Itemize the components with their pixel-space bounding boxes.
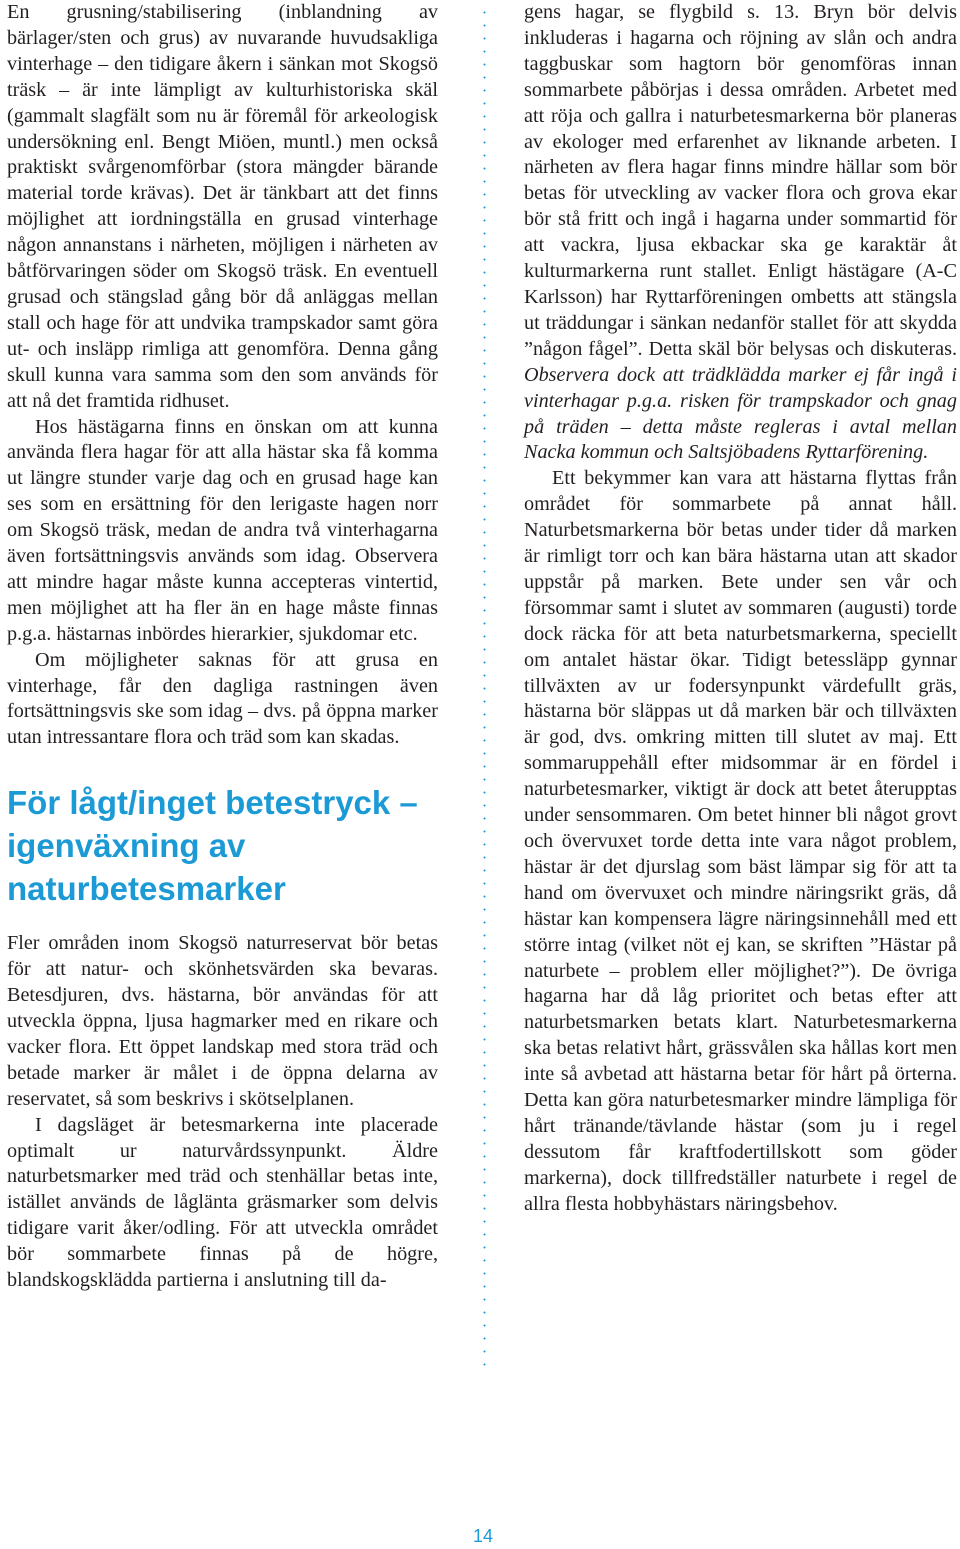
right-paragraph-1-italic: Observera dock att trädklädda marker ej får ingå i vinterhagar p.g.a. risken för trampskador och gnag på träden – detta måste regleras i avtal mellan Nacka kommun och Saltsjöbadens Ryttarförening. [524, 363, 957, 464]
left-paragraph-5: I dagsläget är betesmarkerna inte placerade optimalt ur naturvårdssynpunkt. Äldre naturbetsmarker med träd och stenhällar betas inte, istället används de låglänta gräsmarker som delvis tidigare varit åker/odling. För att utveckla området bör sommarbete finnas på de högre, blandskogsklädda partierna i anslutning till da- [7, 1113, 438, 1292]
right-paragraph-1 [524, 0, 957, 466]
left-paragraph-2: Hos hästägarna finns en önskan om att kunna använda flera hagar för att alla hästar ska få komma ut längre stunder varje dag och en grusad hage kan ses som en ersättning för den lerigaste hagen norr om Skogsö träsk, medan de andra två vinterhagarna även fortsättningsvis används som idag. Observera att mindre hagar måste kunna accepteras vintertid, men möjlighet att ha fler än en hage måste finnas p.g.a. hästarnas inbördes hierarkier, sjukdomar etc. [7, 415, 438, 645]
page-number: 14 [472, 1526, 494, 1546]
right-column [524, 0, 957, 1218]
left-paragraph-4: Fler områden inom Skogsö naturreservat bör betas för att natur- och skönhetsvärden ska bevaras. Betesdjuren, dvs. hästarna, bör användas för att utveckla öppna, ljusa hagmarker med en rikare och vacker flora. Ett öppet landskap med stora träd och betade marker är målet i de öppna delarna av reservatet, så som beskrivs i skötselplanen. [7, 932, 438, 1110]
left-paragraph-3: Om möjligheter saknas för att grusa en vinterhage, får den dagliga rastningen även fortsättningsvis ske som idag – dvs. på öppna marker utan intressantare flora och träd som kan skadas. [7, 648, 438, 749]
column-divider-dotted [483, 6, 486, 1376]
left-paragraph-1: En grusning/stabilisering (inblandning av bärlager/sten och grus) av nuvarande huvudsakliga vinterhage – den tidigare åkern i sänkan mot Skogsö träsk – är inte lämpligt av kulturhistoriska skäl (gammalt slagfält som nu är föremål för arkeologisk undersökning enl. Bengt Miöen, muntl.) men också praktiskt svårgenomförbar (stora mängder bärande material torde krävas). Det är tänkbart att det finns möjlighet att iordningställa en grusad vinterhage någon annanstans i närheten, möjligen i närheten av båtförvaringen söder om Skogsö träsk. En eventuell grusad och stängslad gång bör då anläggas mellan stall och hage för att undvika trampskador samt göra ut- och insläpp rimliga att genomföra. Denna gång skull kunna vara samma som den som används för att nå det framtida ridhuset. [7, 1, 438, 412]
right-paragraph-2: Ett bekymmer kan vara att hästarna flyttas från området för sommarbete på annat håll. Naturbetsmarkerna bör betas under tider då marken är rimligt torr och kan bära hästarna utan att skador uppstår på marken. Bete under sen vår och försommar samt i slutet av sommaren (augusti) torde dock räcka för att beta naturbetsmarkerna, speciellt om antalet hästar ökar. Tidigt betessläpp gynnar tillväxten av ur fodersynpunkt värdefullt gräs, hästarna bör släppas ut då marken bär och tillväxten är god, dvs. omkring mitten till slutet av maj. Ett sommaruppehåll efter midsommar är en fördel i naturbetesmarker, viktigt är dock att betet återupptas under sensommaren. Om betet hinner bli något grovt och övervuxet torde detta inte vara något problem, hästar är det djurslag som bäst lämpar sig för att ta hand om övervuxet och mindre näringsrikt gräs, då hästar kan kompensera lägre näringsinnehåll med ett större intag (vilket nöt ej kan, se skriften ”Hästar på naturbete – problem eller möjlighet?”). De övriga hagarna har då låg prioritet och betas efter att naturbetsmarken betats klart. Naturbetesmarkerna ska betas relativt hårt, grässvålen ska hållas kort men inte så avbetad att hästarna betar för hårt på örterna. Detta kan göra naturbetesmarker mindre lämpliga för hårt tränande/tävlande hästar (som ju i regel dessutom får kraftfodertillskott som göder markerna), dock tillfredställer naturbete i regel de allra flesta hobbyhästars näringsbehov. [524, 467, 957, 1215]
left-column [7, 0, 438, 1294]
section-heading: För lågt/inget betestryck – igenväxning av naturbetesmarker [7, 784, 418, 908]
right-paragraph-1-text: gens hagar, se flygbild s. 13. Bryn bör delvis inkluderas i hagarna och röjning av slån och andra taggbuskar som hagtorn bör genomföras innan sommarbete påbörjas i dessa områden. Arbetet med att röja och gallra i naturbetesmarkerna bör planeras av ekologer med erfarenhet av liknande arbeten. I närheten av flera hagar finns mindre hällar som bör betas för utveckling av vacker flora och grova ekar bör stå fritt och ingå i hagarna under sommartid för att vackra, ljusa ekbackar ska ge karaktär åt kulturmarkerna runt stallet. Enligt hästägare (A-C Karlsson) har Ryttarföreningen ombetts att stängsla ut träddungar i sänkan nedanför stallet för att skydda ”någon fågel”. Detta skäl bör belysas och diskuteras. [524, 1, 957, 360]
